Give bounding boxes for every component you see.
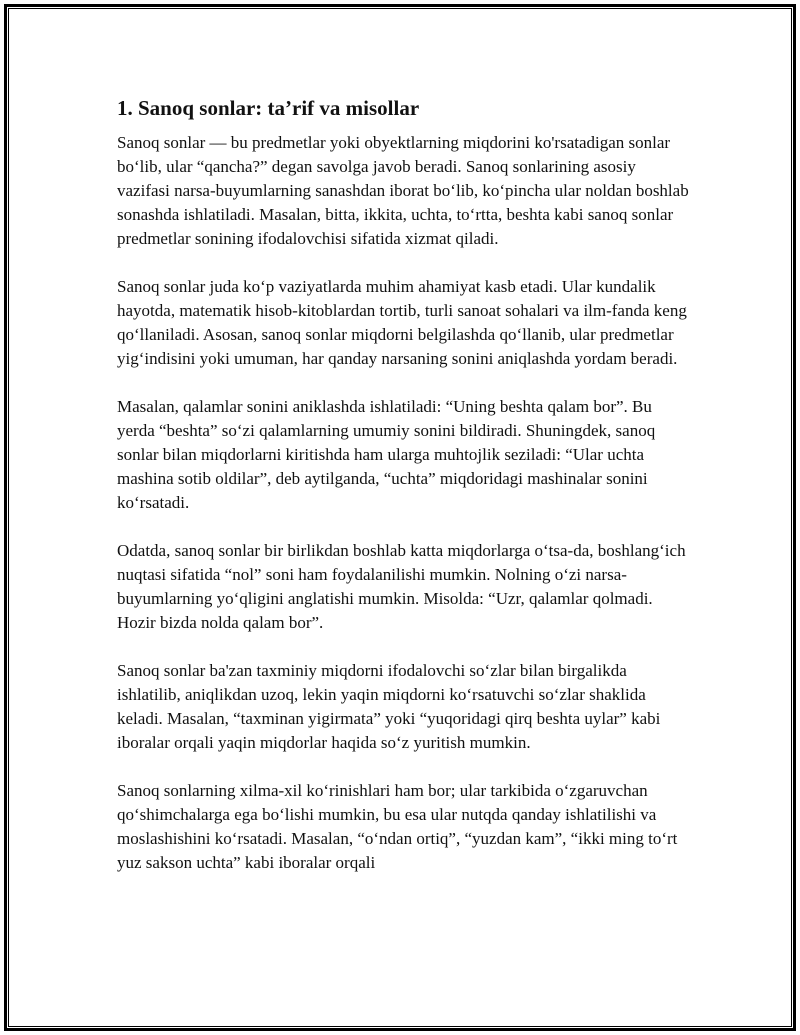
paragraph-zero: Odatda, sanoq sonlar bir birlikdan boshlab katta miqdorlarga o‘tsa-da, boshlang‘ich nuqtasi sifatida “nol” soni ham foydalanilishi mumkin. Nolning o‘zi narsa-buyumlarning yo‘qligini anglatishi mumkin. Misolda: “Uzr, qalamlar qolmadi. Hozir bizda nolda qalam bor”. — [117, 541, 686, 632]
paragraph-example-pencils: Masalan, qalamlar sonini aniklashda ishlatiladi: “Uning beshta qalam bor”. Bu yerda “beshta” so‘zi qalamlarning umumiy sonini bildiradi. Shuningdek, sanoq sonlar bilan miqdorlarni kiritishda ham ularga muhtojlik seziladi: “Ular uchta mashina sotib oldilar”, deb aytilganda, “uchta” miqdoridagi mashinalar sonini ko‘rsatadi. — [117, 397, 656, 512]
paragraph-importance: Sanoq sonlar juda ko‘p vaziyatlarda muhim ahamiyat kasb etadi. Ular kundalik hayotda, matematik hisob-kitoblardan tortib, turli sanoat sohalari va ilm-fanda keng qo‘llaniladi. Asosan, sanoq sonlar miqdorni belgilashda qo‘llanib, ular predmetlar yig‘indisini yoki umuman, har qanday narsaning sonini aniqlashda yordam beradi. — [117, 277, 687, 368]
paragraph-approximate: Sanoq sonlar ba'zan taxminiy miqdorni ifodalovchi so‘zlar bilan birgalikda ishlatilib, aniqlikdan uzoq, lekin yaqin miqdorni ko‘rsatuvchi so‘zlar shaklida keladi. Masalan, “taxminan yigirmata” yoki “yuqoridagi qirq beshta uylar” kabi iboralar orqali yaqin miqdorlar haqida so‘z yuritish mumkin. — [117, 661, 661, 752]
paragraph-variations: Sanoq sonlarning xilma-xil ko‘rinishlari ham bor; ular tarkibida o‘zgaruvchan qo‘shimchalarga ega bo‘lishi mumkin, bu esa ular nutqda qanday ishlatilishi va moslashishini ko‘rsatadi. Masalan, “o‘ndan ortiq”, “yuzdan kam”, “ikki ming to‘rt yuz sakson uchta” kabi iboralar orqali — [117, 781, 678, 872]
section-heading: 1. Sanoq sonlar: ta’rif va misollar — [117, 96, 420, 120]
paragraph-definition: Sanoq sonlar — bu predmetlar yoki obyektlarning miqdorini ko'rsatadigan sonlar bo‘lib, ular “qancha?” degan savolga javob beradi. Sanoq sonlarining asosiy vazifasi narsa-buyumlarning sanashdan iborat bo‘lib, ko‘pincha ular noldan boshlab sonashda ishlatiladi. Masalan, bitta, ikkita, uchta, to‘rtta, beshta kabi sanoq sonlar predmetlar sonining ifodalovchisi sifatida xizmat qiladi. — [117, 133, 689, 248]
document-body — [117, 94, 692, 899]
